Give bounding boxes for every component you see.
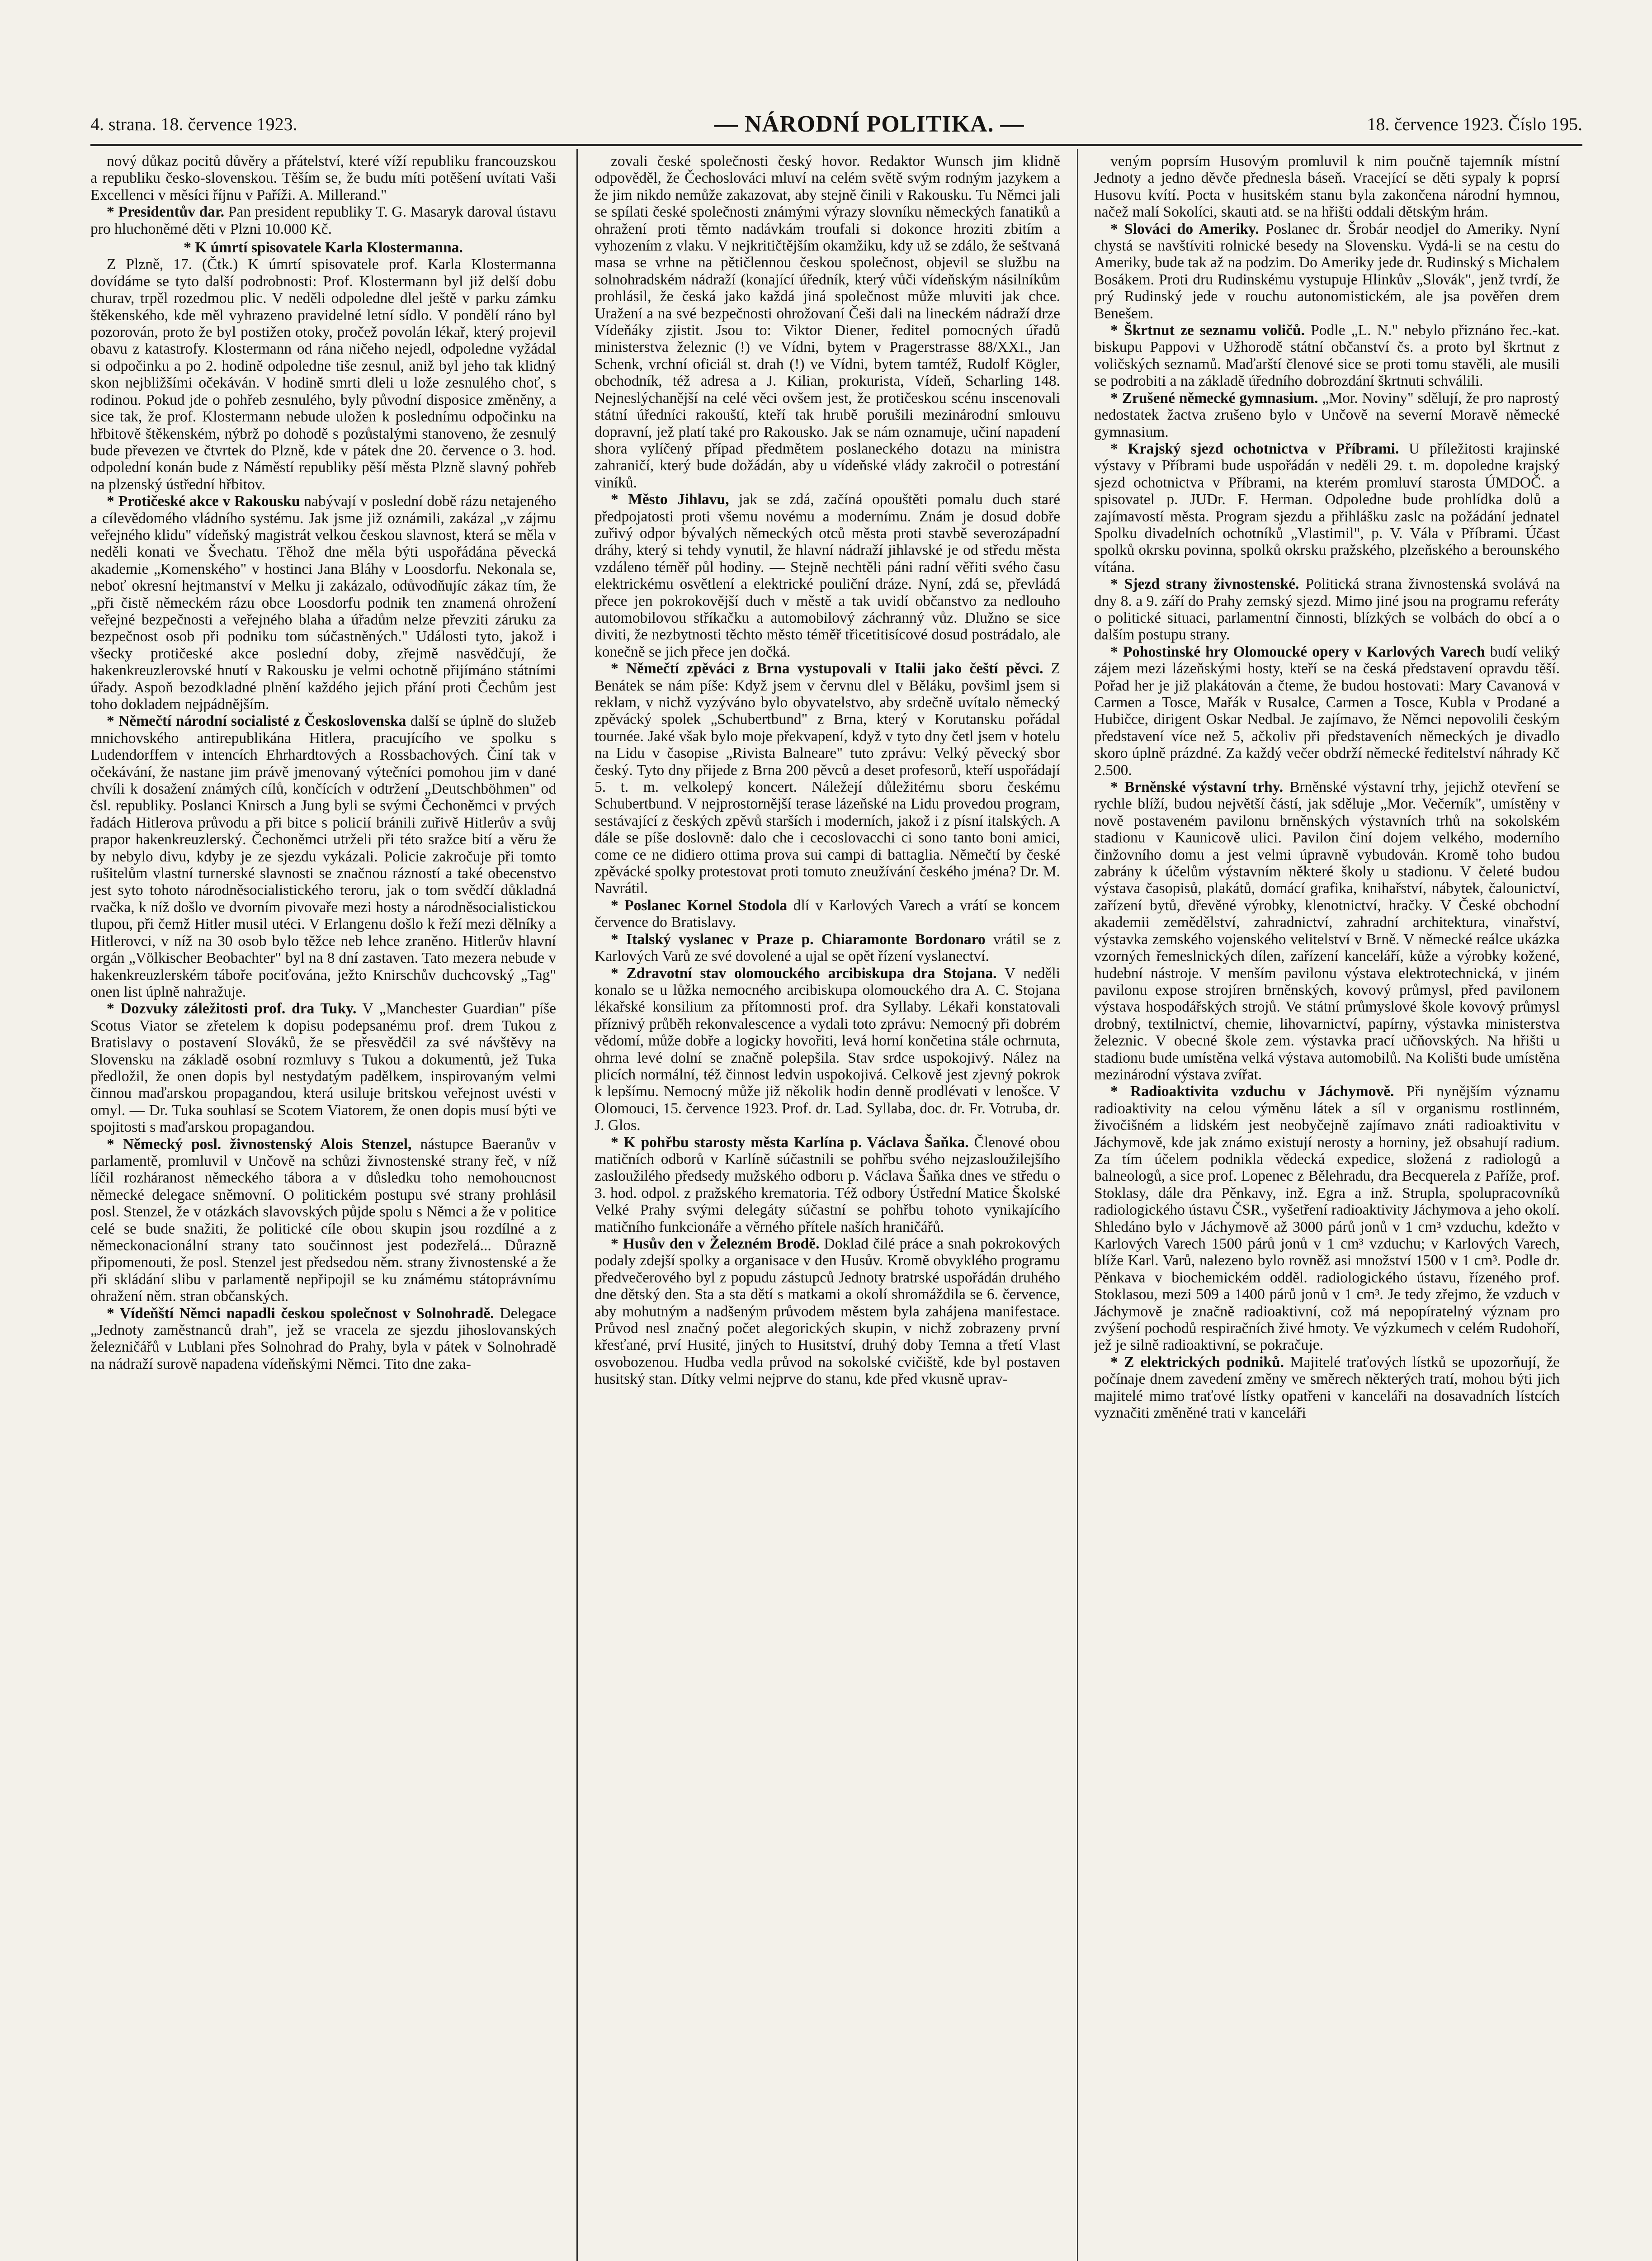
article-lead: * Krajský sjezd ochotnictva v Příbrami. [1110,440,1399,457]
article-paragraph [1094,390,1560,440]
article-paragraph [595,965,1060,1134]
article-paragraph [90,1000,556,1135]
article-text: nástupce Baeranův v parlamentě, promluvil v Unčově na schůzi živnostenské strany řeč, v níž líčil rozháranost německého tábora a v důsledku toho nemohoucnost německé delegace sněmovní. O politickém postupu své strany prohlásil posl. Stenzel, že v otázkách slavovských půjde spolu s Němci a že v politice celé se bude snažiti, že politické cíle obou skupin jsou rozdílné a z německonacionální strany tato součinnost jest podezřelá... Důrazně připomenouti, že posl. Stenzel jest předsedou něm. strany živnostenské a že při skládání slibu v parlamentě nepřipojil se ku známému státoprávnímu ohražení něm. stran občanských. [90,1135,556,1305]
article-paragraph [595,660,1060,897]
article-text: Podle „L. N." nebylo přiznáno řec.-kat. biskupu Pappovi v Užhorodě státní občanství čs. a proto byl škrtnut z voličských seznamů. Maďarští členové sice se proti tomu stavěli, ale musili se podrobiti a na základě úředního dobrozdání škrtnuti schválili. [1094,322,1560,390]
article-lead: * K pohřbu starosty města Karlína p. Václava Šaňka. [611,1134,969,1151]
article-paragraph [1094,221,1560,322]
article-text: budí veliký zájem mezi lázeňskými hosty, kteří se na česká představení opravdu těší. Pořad her je již plakátován a čteme, že budou hostovati: Mary Cavanová v Carmen a Tosce, Mařák v Rusalce, Carmen a Tosce, Kubla v Prodané a Hubičce, dirigent Oskar Nedbal. Je zajímavo, že Němci nepovolili českým představení více než 5, ačkoliv při představeních německých je divadlo skoro úplně prázdné. Za každý večer obdrží německé ředitelství náhrady Kč 2.500. [1094,643,1560,779]
article-lead: * Italský vyslanec v Praze p. Chiaramonte Bordonaro [611,931,986,948]
article-paragraph [1094,440,1560,576]
article-paragraph [595,897,1060,931]
article-lead: * Protičeské akce v Rakousku [107,493,300,510]
article-lead: * Presidentův dar. [107,203,225,221]
article-paragraph [90,153,556,203]
article-text: Členové obou matičních odborů v Karlíně súčastnili se pohřbu svého nejzasloužilejšího zasloužilého předsedy mužského odboru p. Václava Šaňka dnes ve středu o 3. hod. odpol. z pražského krematoria. Též odbory Ústřední Matice Školské Velké Prahy svými delegáty súčastní se pohřbu tohoto vynikajícího matičního funkcionáře a věrného přítele naších hraničářů. [595,1134,1060,1235]
article-lead: * Němečtí národní socialisté z Československa [107,713,406,730]
article-lead: * Zrušené německé gymnasium. [1110,389,1318,407]
article-paragraph [90,203,556,237]
article-lead: * Město Jihlavu, [611,491,729,508]
article-text: Delegace „Jednoty zaměstnanců drah", jež se vracela ze sjezdu jihoslovanských železničářů v Lublani přes Solnohrad do Prahy, byla v pátek v Solnohradě na nádraží surově napadena vídeňskými Němci. Tito dne zaka- [90,1305,556,1372]
article-text: nový důkaz pocitů důvěry a přátelství, které víží republiku francouzskou a republiku česko-slovenskou. Těším se, že budu míti potěšení uvítati Vaši Excellenci v měsíci říjnu v Paříži. A. Millerand." [90,153,556,203]
article-paragraph [1094,576,1560,643]
article-paragraph [1094,322,1560,390]
article-text: U příležitosti krajinské výstavy v Příbrami bude uspořádán v neděli 29. t. m. dopoledne krajský sjezd ochotnictva v Příbrami, na kterém promluví starosta ÚMDOČ. a spisovatel p. JUDr. F. Herman. Odpoledne bude prohlídka dolů a zajímavostí města. Program sjezdu a přihlášku zaslc na požádání jednatel Spolku divadelních ochotníků „Vlastimil", p. V. Vála v Příbrami. Účast spolků okrsku povinna, spolků okrsku pražského, plzeňského a berounského vítána. [1094,440,1560,576]
article-text: zovali české společnosti český hovor. Redaktor Wunsch jim klidně odpověděl, že Čechoslováci mluví na celém světě svým rodným jazykem a že jim nikdo nemůže zakazovat, aby stejně činili v Rakousku. Tu Němci jali se spílati české společnosti známými výrazy slovníku německých fanatiků a ohražení proti těmto nadávkám troufali si dokonce hroziti zbitím a vyhozením z vlaku. V nejkritičtějším okamžiku, kdy už se zdálo, že seštvaná masa se vrhne na pětičlennou českou společnost, objevil se službu na solnohradském nádraží (konající úředník, který vůči vídeňským násilníkům prohlásil, že česká jako každá jiná společnost může mluviti jak chce. Uražení a na své bezpečnosti ohrožovaní Češi dali na lineckém nádraží drze Vídeňáky zjistit. Jsou to: Viktor Diener, ředitel pomocných úřadů ministerstva železnic (!) ve Vídni, bytem v Pragerstrasse 88/XXI., Jan Schenk, vrchní oficiál st. drah (!) ve Vídni, bytem tamtéž, Rudolf Kögler, obchodník, též adresa a J. Kilian, prokurista, Vídeň, Scharling 148. Nejneslýchanější na celé věci ovšem jest, že protičeskou scénu inscenovali státní úředníci rakouští, kteří tak hrubě porušili mezinárodní smlouvu dopravní, jež platí také pro Rakousko. Jak se nám oznamuje, učiní napadení shora vylíčený případ předmětem poslaneckého dotazu na ministra zahraničí, který bude dožádán, aby u vídeňské vlády zakročil o potrestání viníků. [595,153,1060,491]
column-2 [595,153,1060,2261]
article-paragraph [1094,779,1560,1083]
article-text: Politická strana živnostenská svolává na dny 8. a 9. září do Prahy zemský sjezd. Mimo jiné jsou na programu referáty o politické situaci, parlamentní činnosti, blízkých se volbách do obcí a o dalším postupu strany. [1094,576,1560,643]
article-lead: * Dozvuky záležitosti prof. dra Tuky. [107,1000,357,1017]
header-right: 18. července 1923. Číslo 195. [1367,114,1582,134]
column-3 [1094,153,1560,2261]
article-text: V neděli konalo se u lůžka nemocného arcibiskupa olomouckého dra A. C. Stojana lékařské konsilium za přítomnosti prof. dra Syllaby. Lékaři konstatovali příznivý průběh rekonvalescence a vydali toto zprávu: Nemocný při dobrém vědomí, může dobře a logicky hovořiti, levá horní končetina stále ochrnuta, ohrna levé dolní se značně polepšila. Stav srdce uspokojivý. Nález na plicích normální, též činnost ledvin uspokojivá. Celkově jest zjevný pokrok k lepšímu. Nemocný může již několik hodin denně prodlévati v lenošce. V Olomouci, 15. července 1923. Prof. dr. Lad. Syllaba, doc. dr. Fr. Votruba, dr. J. Glos. [595,965,1060,1134]
article-text: Pan president republiky T. G. Masaryk daroval ústavu pro hluchoněmé děti v Plzni 10.000 Kč. [90,203,556,237]
article-text: Z Plzně, 17. (Čtk.) K úmrtí spisovatele prof. Karla Klostermanna dovídáme se tyto další podrobnosti: Prof. Klostermann byl již delší dobu churav, trpěl rozedmou plic. V neděli odpoledne dlel ještě v parku zámku štěkenského, kde měl vyhrazeno pravidelné letní sídlo. V pondělí ráno byl pozorován, proto že byl postižen otoky, pročež povolán lékař, který projevil obavu z katastrofy. Klostermann od rána ničeho nejedl, odpoledne vyžádal si odpočinku a po 2. hodině odpoledne tiše zesnul, aniž byl jeho tak klidný skon nejbližšími očekáván. V hodině smrti dleli u lože zesnulého choť, s rodinou. Pokud jde o pohřeb zesnulého, byly původní disposice změněny, a sice tak, že prof. Klostermann nebude uložen k poslednímu odpočinku na hřbitově štěkenském, nýbrž po dohodě s pozůstalými stanoveno, že zesnulý bude převezen ve čtvrtek do Plzně, kde v pátek dne 20. července o 3. hod. odpolední konán bude z Náměstí republiky pěší města Plzně slavný pohřeb na plzenský ústřední hřbitov. [90,256,556,493]
article-text: Při nynějším významu radioaktivity na celou výměnu látek a síl v organismu rostlinném, živočišném a lidském jest neobyčejně zajímavo znáti radioaktivitu v Jáchymově, kde jak známo existují nerosty a horniny, jež obsahují radium. Za tím účelem podnikla vědecká expedice, složená z radiologů a balneologů, a sice prof. Lopenec z Bělehradu, dra Becquerela z Paříže, prof. Stoklasy, dále dra Pěnkavy, inž. Egra a inž. Strupla, spolupracovníků radiologického ústavu ČSR., vyšetření radioaktivity Jáchymova a jeho okolí. Shledáno bylo v Jáchymově až 3000 párů jonů v 1 cm³ vzduchu, kdežto v Karlových Varech 1500 párů jonů v 1 cm³ vzduchu; v Karlových Varech, blíže Karl. Varů, nalezeno bylo rovněž asi množství 1500 v 1 cm³. Podle dr. Pěnkava v biochemickém odděl. radiologického ústavu, řízeného prof. Stoklasou, mezi 509 a 1400 párů jonů v 1 cm³. Je tedy zřejmo, že vzduch v Jáchymově je značně radioaktivní, což má nepopíratelný význam pro zvýšení pochodů respiračních živé hmoty. Ve výzkumech v celém Rudohoří, jež je silně radioaktivní, se pokračuje. [1094,1083,1560,1354]
article-paragraph [90,713,556,1000]
page-header [90,104,1582,145]
article-paragraph [1094,1354,1560,1422]
article-paragraph [595,1134,1060,1235]
article-heading: * K úmrtí spisovatele Karla Klostermanna. [184,239,463,256]
article-text: Majitelé traťových lístků se upozorňují, že počínaje dnem zavedení změny ve směrech některých tratí, mohou býti jich majitelé mimo traťové lístky opatřeni v kanceláři na dosavadních lístcích vyznačiti změněné trati v kanceláři [1094,1353,1560,1422]
article-paragraph [90,256,556,493]
article-paragraph [1094,1083,1560,1354]
article-lead: * Brněnské výstavní trhy. [1110,779,1284,796]
article-lead: * Zdravotní stav olomouckého arcibiskupa dra Stojana. [611,965,997,982]
article-lead: * Z elektrických podniků. [1110,1353,1284,1371]
article-text: nabývají v poslední době rázu netajeného a cílevědomého vládního systému. Jak jsme již oznámili, zakázal „v zájmu veřejného klidu" vídeňský magistrát velkou českou slavnost, která se měla v neděli konati ve Švechatu. Těhož dne měla býti uspořádána pěvecká akademie „Komenského" v hostinci Jana Bláhy v Loosdorfu. Nekonala se, neboť okresní hejtmanství v Melku ji zakázalo, odůvodňujíc zákaz tím, že „při čistě německém rázu obce Loosdorfu podnik ten znamená ohrožení veřejné bezpečnosti a veřejného blaha a úřadům nelze převziti záruku za bezpečnost osob při podniku tom súčastněných." Události tyto, jakož i všecky protičeské akce poslední doby, zřejmě nasvědčují, že hakenkreuzlerovské hnutí v Rakousku je velmi ochotně přijímáno státními úřady. Aspoň bezodkladné plnění každého jejich přání proti Čechům jest toho dokladem nejpádnějším. [90,493,556,713]
article-text: další se úplně do služeb mnichovského antirepublikána Hitlera, pracujícího ve spolku s Ludendorffem v intencích Ehrhardtových a Rossbachových. Činí tak v očekávání, že nastane jim právě jmenovaný výtečníci pomohou jim v dané chvíli k dosažení známých cílů, končících v odtržení „Deutschböhmen" od čsl. republiky. Poslanci Knirsch a Jung byli se svými Čechoněmci v prvých řadách Hitlerova průvodu a při bitce s policií bránili zuřivě Hitlerův a svůj prapor hakenkreuzlerský. Čechoněmci utrželi při této sražce bití a věru že by nebylo divu, kdyby je ze sjezdu vykázali. Policie zakročuje při tomto rušitelům vlastní turnerské slavnosti se značnou rázností a také obecenstvo jest syto tohoto národněsocialistického teroru, jak o tom svědčí důkladná rvačka, k níž došlo ve dvorním pivovaře mezi hosty a národněsocialistickou tlupou, při čemž Hitler musil utéci. V Erlangenu došlo k řeží mezi dělníky a Hitlerovci, v níž na 30 osob bylo těžce neb lehce zraněno. Hitlerův hlavní orgán „Völkischer Beobachter" byl na 8 dní zastaven. Tato mezera nebude v hakenkreuzlerském táboře pociťována, ježto Knirschův duchcovský „Tag" onen list úplně nahražuje. [90,713,556,1000]
article-text: veným poprsím Husovým promluvil k nim poučně tajemník místní Jednoty a jedno děvče přednesla báseň. Vracející se děti sypaly k poprsí Husovu kvítí. Pocta v husitském stanu byla zakončena národní hymnou, načež malí Sokolíci, skauti atd. se na hřišti oddali dětským hrám. [1094,153,1560,221]
article-lead: * Němečtí zpěváci z Brna vystupovali v Italii jako čeští pěvci. [611,660,1043,677]
article-lead: * Pohostinské hry Olomoucké opery v Karlových Varech [1110,643,1485,660]
article-paragraph [595,1235,1060,1388]
article-paragraph [90,493,556,713]
article-text: Z Benátek se nám píše: Když jsem v červnu dlel v Běláku, povšiml jsem si reklam, v nichž vyzýváno bylo obyvatelstvo, aby srdečně uvítalo německý zpěvácký spolek „Schubertbund" z Brna, který v Korutansku pořádal tournée. Jaké však bylo moje překvapení, když v tyto dny četl jsem v hotelu na Lidu v časopise „Rivista Balneare" tuto zprávu: Velký pěvecký sbor český. Tyto dny přijede z Brna 200 pěvců a deset profesorů, kteří uspořádají 5. t. m. velkolepý koncert. Náležejí důležitému sboru českému Schubertbund. V nejprostornější terase lázeňské na Lidu provedou program, sestávající z českých zpěvů starších i moderních, jakož i z písní italských. A dále se píše doslovně: dalo che i cecoslovacchi ci sono tanto boni amici, come ce ne didiero ottima prova sui campi di battaglia. Němečtí by české zpěvácké spolky protestovat proti tomuto zneužívání českého jména? Dr. M. Navrátil. [595,660,1060,897]
article-paragraph [595,931,1060,965]
article-lead: * Vídeňští Němci napadli českou společnost v Solnohradě. [107,1305,494,1322]
article-text: V „Manchester Guardian" píše Scotus Viator se zřetelem k dopisu podepsanému prof. drem Tukou z Bratislavy o postavení Slováků, že se přesvědčil za své návštěvy na Slovensku na základě osobní rozmluvy s Tukou a dokumentů, jež Tuka předložil, že onen dopis byl nestydatým padělkem, inspirovaným velmi činnou maďarskou propagandou, která usiluje britskou veřejnost uvésti v omyl. — Dr. Tuka souhlasí se Scotem Viatorem, že onen dopis musí býti ve spojitosti s maďarskou propagandou. [90,1000,556,1136]
article-paragraph [1094,153,1560,221]
column-1 [90,153,556,2261]
article-lead: * Slováci do Ameriky. [1110,220,1259,237]
article-text: Doklad čilé práce a snah pokrokových podaly zdejší spolky a organisace v den Husův. Kromě obvyklého programu předvečerového byl z popudu zástupců Jednoty bratrské uspořádán druhého dne dětský den. Sta a sta dětí s matkami a okolí shromáždila se 6. července, aby mohutným a nadšeným průvodem městem byla zahájena manifestace. Průvod nesl značný počet alegorických skupin, v nichž zobrazeny první křesťané, prví Husité, jiných to Husitství, druhý doby Temna a třetí Vlast osvobozenou. Hudba vedla průvod na sokolské cvičiště, kde byl postaven husitský stan. Dítky velmi nejprve do stanu, kde před vkusně uprav- [595,1235,1060,1388]
article-paragraph [90,1305,556,1373]
article-text: jak se zdá, začíná opouštěti pomalu duch staré předpojatosti proti všemu novému a modernímu. Znám je dosud dobře zuřivý odpor bývalých německých otců města proti stavbě severozápadní dráhy, který si tehdy vynutil, že hlavní nádraží jihlavské je od středu města vzdáleno téměř půl hodiny. — Stejně nechtěli páni radní věřiti svého času elektrickému osvětlení a elektrické pouliční dráze. Nyní, zdá se, převládá přece jen pokrokovější duch v městě a tak uvidí občanstvo za nedlouho automobilovou stříkačku a automobilový záchranný vůz. Dlužno se sice diviti, že nezbytnosti těchto město téměř třicetitisícové dosud postrádalo, ale konečně se jich přece jen dočká. [595,491,1060,660]
article-paragraph [90,1136,556,1305]
article-text: dlí v Karlových Varech a vrátí se koncem července do Bratislavy. [595,897,1060,931]
article-lead: * Husův den v Železném Brodě. [611,1235,820,1252]
header-rule [90,144,1582,146]
masthead-title: — NÁRODNÍ POLITIKA. — [714,111,1024,137]
column-separator [1077,149,1078,2261]
article-lead: * Radioaktivita vzduchu v Jáchymově. [1110,1083,1394,1100]
article-text: Brněnské výstavní trhy, jejichž otevření se rychle blíží, budou největší částí, jak sděluje „Mor. Večerník", umístěny v nově postaveném pavilonu brněnských výstavních trhů na sokolském stadionu v Kaunicově ulici. Pavilon činí dojem velkého, moderního činžovního domu a jest velmi úpravně vybudován. Kromě toho budou zabrány k účelům výstavním některé školy u stadionu. V čeleté budou výstava časopisů, plakátů, domácí grafika, knihařství, nábytek, čalounictví, zařízení bytů, dřevěné výrobky, klenotnictví, hračky. V České obchodní akademii zemědělství, zahradnictví, zahradní architektura, vinařství, výstavka zemského vojenského velitelství v Brně. V německé reálce ukázka vzorných řemeslnických dílen, zařízení kanceláří, kůže a výrobky kožené, hudební nástroje. V menším pavilonu výstava elektrotechnická, v jiném pavilonu expose strojíren brněnských, kovový průmysl, před pavilonem výstava hospodářských strojů. Ve státní průmyslové škole kovový průmysl drobný, textilnictví, chemie, lihovarnictví, papírny, výstavka ministerstva železnic. V obecné škole zem. výstavka prací učňovských. Na hřišti u stadionu bude umístěna velká výstava automobilů. Na Kolišti bude umístěna mezinárodní výstava zvířat. [1094,779,1560,1083]
article-lead: * Poslanec Kornel Stodola [611,897,788,914]
column-separator [576,149,578,2261]
article-text: Poslanec dr. Šrobár neodjel do Ameriky. Nyní chystá se navštíviti rolnické besedy na Slovensku. Vydá-li se na cestu do Ameriky, bude tak až na podzim. Do Ameriky jede dr. Rudinský s Michalem Bosákem. Proti dru Rudinskému vystupuje Hlinkův „Slovák", jenž tvrdí, že prý Rudinský jede v rouchu autonomistickém, ale jsa pověřen drem Benešem. [1094,220,1560,322]
article-text: „Mor. Noviny" sdělují, že pro naprostý nedostatek žactva zrušeno bylo v Unčově na severní Moravě německé gymnasium. [1094,389,1560,440]
header-left: 4. strana. 18. července 1923. [90,114,297,134]
article-text: vrátil se z Karlových Varů ze své dovolené a ujal se opět řízení vyslanectví. [595,931,1060,965]
article-lead: * Sjezd strany živnostenské. [1110,576,1299,593]
article-paragraph [1094,643,1560,779]
article-paragraph [595,491,1060,660]
article-paragraph [595,153,1060,491]
article-lead: * Německý posl. živnostenský Alois Stenzel, [107,1135,412,1153]
article-lead: * Škrtnut ze seznamu voličů. [1110,322,1305,339]
